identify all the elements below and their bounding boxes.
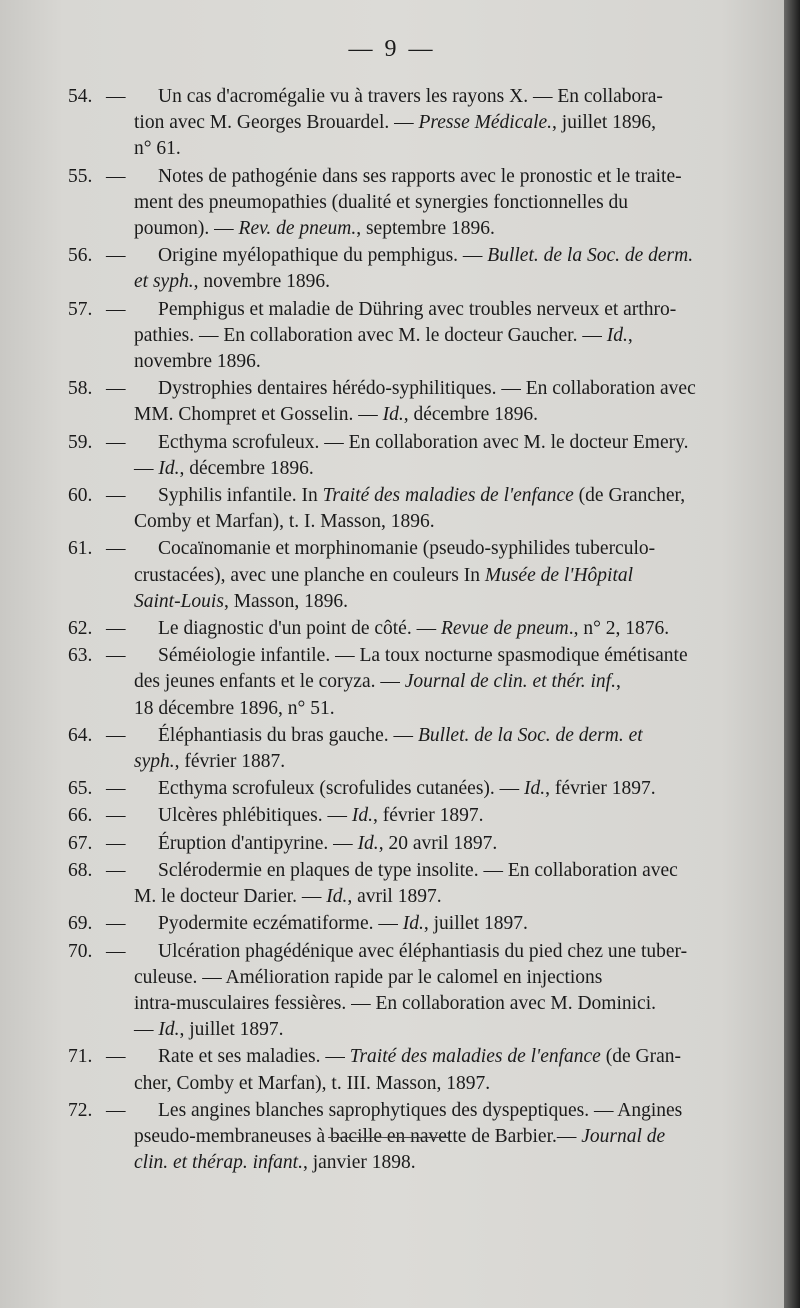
entry-number: 54.	[68, 86, 93, 107]
bibliography-entry	[68, 243, 712, 295]
entry-segment: ,	[615, 671, 621, 693]
entry-segment: MM. Chompret et Gosselin. —	[134, 404, 383, 426]
entry-text	[158, 911, 712, 937]
bibliography-list	[68, 84, 712, 1177]
entry-segment: , Masson, 1896.	[223, 590, 348, 612]
entry-segment: Le diagnostic d'un point de côté. —	[158, 618, 441, 640]
entry-segment: poumon). —	[134, 218, 239, 240]
page-number: — 9 —	[348, 36, 436, 62]
entry-dash: —	[106, 431, 126, 453]
entry-line	[134, 991, 712, 1017]
bibliography-entry	[68, 831, 712, 857]
entry-text	[134, 939, 712, 1044]
entry-segment: novembre 1896.	[134, 351, 261, 373]
entry-segment: , février 1897.	[545, 778, 656, 800]
entry-segment: , décembre 1896.	[179, 457, 314, 479]
citation-title: Id.	[606, 324, 628, 346]
entry-segment: , septembre 1896.	[356, 218, 495, 240]
entry-segment: pseudo-membraneuses à bacille en navette de Barbier.—	[134, 1125, 582, 1147]
entry-segment: , avril 1897.	[347, 886, 442, 908]
entry-text	[134, 536, 712, 615]
entry-line	[134, 589, 712, 615]
entry-number: 71.	[68, 1046, 93, 1068]
entry-segment: tion avec M. Georges Brouardel. —	[134, 112, 419, 134]
bibliography-entry	[68, 164, 712, 243]
entry-line	[158, 939, 712, 965]
citation-title: Journal de	[581, 1125, 666, 1147]
entry-segment: —	[134, 1019, 159, 1041]
bibliography-entry	[68, 430, 712, 482]
entry-text	[134, 643, 712, 722]
entry-line	[134, 1150, 712, 1176]
entry-line	[134, 749, 712, 775]
bibliography-entry	[68, 858, 712, 910]
entry-segment: Notes de pathogénie dans ses rapports avec le pronostic et le traite-	[158, 165, 682, 187]
entry-segment: Pemphigus et maladie de Dühring avec troubles nerveux et arthro-	[158, 298, 677, 320]
citation-title: Bullet. de la Soc. de derm.	[487, 245, 694, 267]
bibliography-entry	[68, 803, 712, 829]
bibliography-entry	[68, 84, 712, 163]
citation-title: Bullet. de la Soc. de derm. et	[417, 724, 643, 746]
entry-line	[158, 297, 712, 323]
entry-line	[134, 269, 712, 295]
entry-text	[134, 483, 712, 535]
citation-title: syph.	[134, 751, 175, 773]
citation-title: Rev. de pneum.	[238, 218, 357, 240]
citation-title: Id.	[402, 913, 424, 935]
entry-text	[158, 803, 712, 829]
entry-line	[158, 1044, 712, 1070]
entry-number: 59.	[68, 431, 93, 453]
entry-dash: —	[106, 378, 126, 400]
bibliography-entry	[68, 1044, 712, 1096]
citation-title: Id.	[326, 886, 348, 908]
entry-dash: —	[106, 645, 126, 667]
bibliography-entry	[68, 643, 712, 722]
entry-text	[134, 858, 712, 910]
entry-segment: , janvier 1898.	[302, 1152, 416, 1174]
entry-line	[158, 430, 712, 456]
entry-number: 63.	[68, 645, 93, 667]
entry-line	[158, 776, 712, 802]
bibliography-entry	[68, 376, 712, 428]
citation-title: clin. et thérap. infant.	[134, 1152, 303, 1174]
entry-dash: —	[106, 805, 126, 827]
entry-segment: Sclérodermie en plaques de type insolite. — En collaboration avec	[158, 859, 678, 881]
entry-number: 57.	[68, 298, 93, 320]
citation-title: Id.	[158, 457, 180, 479]
bibliography-entry	[68, 723, 712, 775]
entry-line	[158, 536, 712, 562]
entry-line	[134, 884, 712, 910]
entry-number: 61.	[68, 538, 93, 560]
entry-segment: M. le docteur Darier. —	[134, 886, 327, 908]
entry-segment: crustacées), avec une planche en couleurs In	[134, 564, 485, 586]
entry-line	[158, 643, 712, 669]
entry-number: 60.	[68, 485, 93, 507]
scan-edge	[784, 0, 800, 1308]
entry-line	[134, 323, 712, 349]
bibliography-entry	[68, 483, 712, 535]
entry-line	[134, 110, 712, 136]
entry-dash: —	[106, 832, 126, 854]
entry-text	[158, 831, 712, 857]
entry-line	[158, 803, 712, 829]
entry-dash: —	[106, 859, 126, 881]
entry-number: 58.	[68, 378, 93, 400]
citation-title: Id.	[357, 832, 379, 854]
entry-segment: Pyodermite eczématiforme. —	[158, 913, 403, 935]
entry-line	[134, 349, 712, 375]
entry-segment: Ecthyma scrofuleux (scrofulides cutanées). —	[158, 778, 525, 800]
bibliography-entry	[68, 776, 712, 802]
entry-line	[134, 1017, 712, 1043]
entry-number: 67.	[68, 832, 93, 854]
entry-segment: Un cas d'acromégalie vu à travers les rayons X. — En collabora-	[158, 86, 663, 107]
entry-segment: Origine myélopathique du pemphigus. —	[158, 245, 488, 267]
citation-title: Presse Médicale.	[418, 112, 553, 134]
entry-segment: 18 décembre 1896, n° 51.	[134, 697, 335, 719]
entry-line	[134, 965, 712, 991]
citation-title: Revue de pneum	[440, 618, 569, 640]
bibliography-entry	[68, 616, 712, 642]
citation-title: Musée de l'Hôpital	[484, 564, 634, 586]
entry-line	[134, 190, 712, 216]
entry-segment: pathies. — En collaboration avec M. le docteur Gaucher. —	[134, 324, 607, 346]
entry-segment: intra-musculaires fessières. — En collaboration avec M. Dominici.	[134, 992, 657, 1014]
entry-dash: —	[106, 940, 126, 962]
entry-line	[158, 911, 712, 937]
citation-title: Journal de clin. et thér. inf.	[404, 671, 616, 693]
entry-segment: Les angines blanches saprophytiques des dyspeptiques. — Angines	[158, 1099, 683, 1121]
entry-line	[158, 164, 712, 190]
entry-line	[158, 723, 712, 749]
entry-segment: (de Gran-	[600, 1046, 681, 1068]
citation-title: Id.	[351, 805, 373, 827]
citation-title: Traité des maladies de l'enfance	[322, 485, 574, 507]
bibliography-entry	[68, 297, 712, 376]
entry-text	[134, 297, 712, 376]
entry-dash: —	[106, 538, 126, 560]
entry-line	[134, 216, 712, 242]
entry-segment: Cocaïnomanie et morphinomanie (pseudo-syphilides tuberculo-	[158, 538, 656, 560]
entry-segment: , décembre 1896.	[403, 404, 539, 426]
entry-dash: —	[106, 618, 126, 640]
entry-text	[134, 430, 712, 482]
entry-segment: , juillet 1896,	[552, 112, 657, 134]
entry-number: 69.	[68, 913, 93, 935]
entry-number: 70.	[68, 940, 93, 962]
entry-line	[158, 84, 712, 110]
entry-line	[158, 376, 712, 402]
entry-segment: Ulcération phagédénique avec éléphantiasis du pied chez une tuber-	[158, 940, 688, 962]
entry-line	[134, 563, 712, 589]
entry-segment: Éruption d'antipyrine. —	[158, 832, 358, 854]
entry-dash: —	[106, 298, 126, 320]
entry-segment: Éléphantiasis du bras gauche. —	[158, 724, 418, 746]
entry-text	[134, 84, 712, 163]
entry-dash: —	[106, 1099, 126, 1121]
entry-dash: —	[106, 245, 126, 267]
entry-dash: —	[106, 724, 126, 746]
entry-segment: , février 1887.	[174, 751, 286, 773]
entry-number: 55.	[68, 165, 93, 187]
entry-segment: Comby et Marfan), t. I. Masson, 1896.	[134, 511, 435, 533]
entry-segment: culeuse. — Amélioration rapide par le calomel en injections	[134, 966, 603, 988]
entry-line	[134, 402, 712, 428]
entry-segment: Séméiologie infantile. — La toux nocturne spasmodique émétisante	[158, 645, 688, 667]
entry-text	[134, 723, 712, 775]
entry-number: 68.	[68, 859, 93, 881]
citation-title: et syph.	[134, 271, 194, 293]
entry-number: 66.	[68, 805, 93, 827]
entry-line	[134, 1071, 712, 1097]
entry-line	[158, 616, 712, 642]
entry-line	[134, 136, 712, 162]
entry-line	[158, 831, 712, 857]
entry-number: 56.	[68, 245, 93, 267]
entry-segment: , novembre 1896.	[193, 271, 331, 293]
entry-text	[134, 1044, 712, 1096]
entry-line	[134, 696, 712, 722]
entry-dash: —	[106, 1046, 126, 1068]
citation-title: Id.	[382, 404, 404, 426]
entry-dash: —	[106, 86, 126, 107]
entry-dash: —	[106, 485, 126, 507]
entry-line	[158, 858, 712, 884]
entry-line	[134, 456, 712, 482]
entry-line	[158, 1098, 712, 1124]
entry-segment: ment des pneumopathies (dualité et synergies fonctionnelles du	[134, 191, 629, 213]
entry-dash: —	[106, 913, 126, 935]
entry-dash: —	[106, 165, 126, 187]
end-rule	[328, 1137, 450, 1138]
entry-text	[158, 616, 712, 642]
entry-segment: Syphilis infantile. In	[158, 485, 323, 507]
bibliography-entry	[68, 939, 712, 1044]
entry-line	[158, 483, 712, 509]
entry-segment: Ecthyma scrofuleux. — En collaboration avec M. le docteur Emery.	[158, 431, 689, 453]
citation-title: Traité des maladies de l'enfance	[349, 1046, 601, 1068]
citation-title: Id.	[158, 1019, 180, 1041]
entry-segment: Rate et ses maladies. —	[158, 1046, 350, 1068]
entry-segment: Dystrophies dentaires hérédo-syphilitiques. — En collaboration avec	[158, 378, 696, 400]
entry-line	[134, 669, 712, 695]
entry-segment: Ulcères phlébitiques. —	[158, 805, 352, 827]
citation-title: Saint-Louis	[134, 590, 224, 612]
entry-segment: , juillet 1897.	[179, 1019, 284, 1041]
entry-number: 72.	[68, 1099, 93, 1121]
entry-number: 64.	[68, 724, 93, 746]
entry-segment: , juillet 1897.	[423, 913, 528, 935]
entry-segment: , 20 avril 1897.	[378, 832, 498, 854]
entry-segment: cher, Comby et Marfan), t. III. Masson, 1897.	[134, 1072, 491, 1094]
entry-segment: (de Grancher,	[573, 485, 686, 507]
entry-text	[134, 164, 712, 243]
entry-segment: ., n° 2, 1876.	[568, 618, 670, 640]
bibliography-entry	[68, 536, 712, 615]
entry-number: 65.	[68, 778, 93, 800]
entry-dash: —	[106, 778, 126, 800]
entry-segment: , février 1897.	[373, 805, 484, 827]
entry-number: 62.	[68, 618, 93, 640]
entry-text	[134, 243, 712, 295]
bibliography-entry	[68, 911, 712, 937]
entry-segment: ,	[627, 324, 633, 346]
entry-segment: —	[134, 457, 159, 479]
entry-segment: n° 61.	[134, 138, 181, 160]
entry-segment: des jeunes enfants et le coryza. —	[134, 671, 405, 693]
entry-text	[158, 776, 712, 802]
entry-text	[134, 376, 712, 428]
entry-line	[134, 509, 712, 535]
citation-title: Id.	[524, 778, 546, 800]
entry-line	[158, 243, 712, 269]
